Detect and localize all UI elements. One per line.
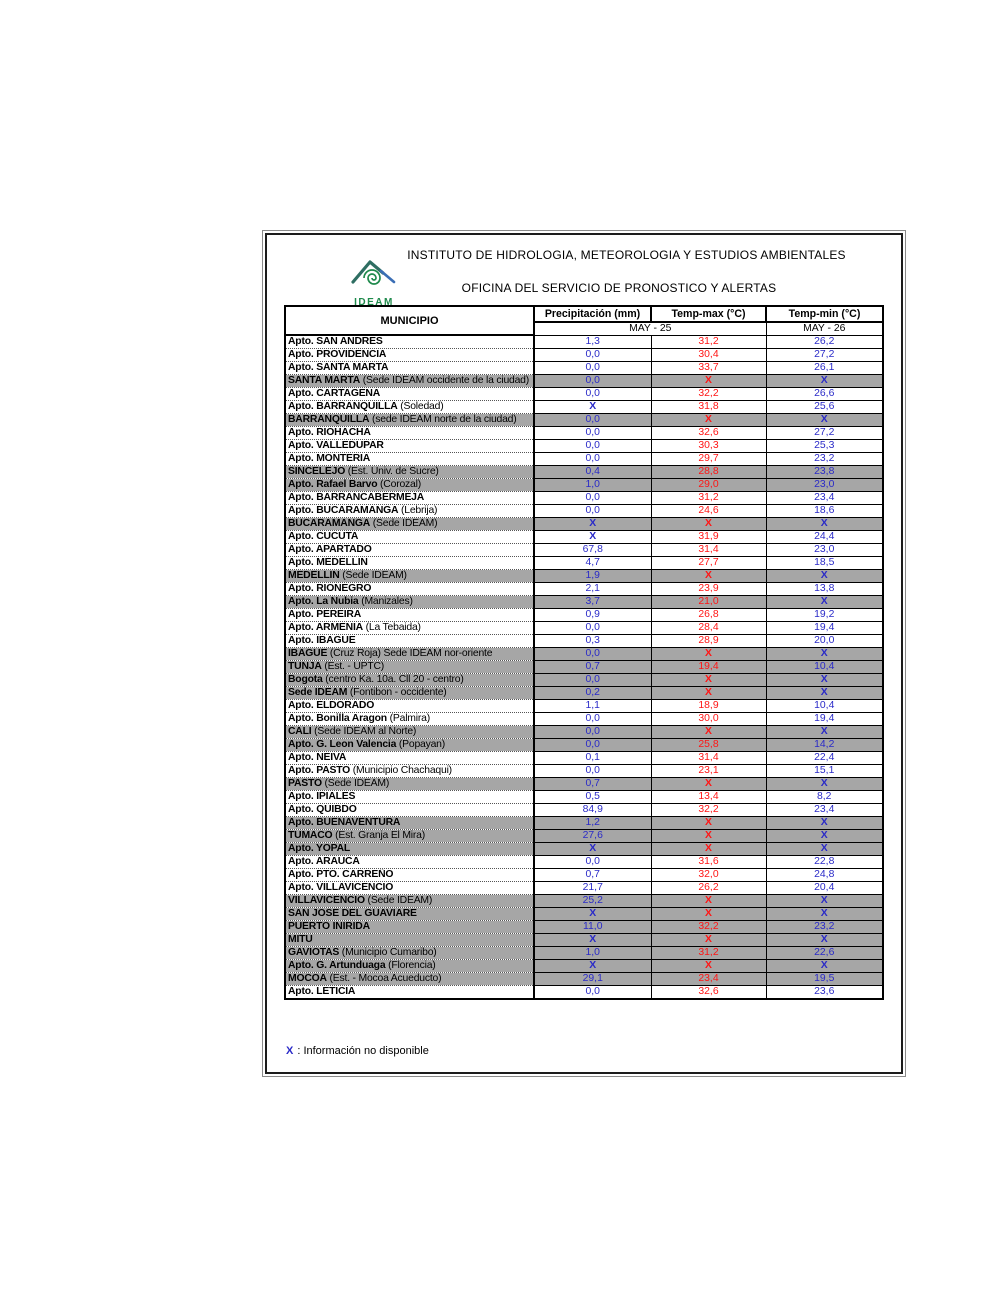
temp-max-cell: 32,2 (651, 921, 766, 934)
temp-min-cell: X (766, 375, 883, 388)
temp-max-cell: 31,9 (651, 531, 766, 544)
temp-min-cell: X (766, 960, 883, 973)
municipality-cell: Apto. VALLEDUPAR (285, 440, 534, 453)
precipitation-cell: 0,0 (534, 453, 651, 466)
municipality-cell: Sede IDEAM (Fontibon - occidente) (285, 687, 534, 700)
temp-min-cell: 24,4 (766, 531, 883, 544)
table-row (285, 687, 883, 700)
temp-min-cell: 19,4 (766, 713, 883, 726)
precipitation-cell: 2,1 (534, 583, 651, 596)
municipality-cell: TUMACO (Est. Granja El Mira) (285, 830, 534, 843)
temp-min-cell: X (766, 570, 883, 583)
temp-min-cell: 25,3 (766, 440, 883, 453)
temp-min-cell: 24,8 (766, 869, 883, 882)
temp-max-cell: 21,0 (651, 596, 766, 609)
precipitation-cell: 27,6 (534, 830, 651, 843)
temp-max-cell: 27,7 (651, 557, 766, 570)
precipitation-cell: 0,0 (534, 986, 651, 1000)
municipality-cell: Apto. G. Leon Valencia (Popayan) (285, 739, 534, 752)
temp-max-cell: X (651, 895, 766, 908)
temp-max-cell: X (651, 960, 766, 973)
municipality-cell: Apto. RIOHACHA (285, 427, 534, 440)
temp-min-cell: 22,6 (766, 947, 883, 960)
temp-max-cell: 26,2 (651, 882, 766, 895)
municipality-cell: Apto. BARRANCABERMEJA (285, 492, 534, 505)
temp-min-cell: X (766, 843, 883, 856)
temp-max-cell: X (651, 830, 766, 843)
table-row (285, 583, 883, 596)
precipitation-cell: 0,2 (534, 687, 651, 700)
table-row (285, 921, 883, 934)
temp-max-cell: X (651, 817, 766, 830)
temp-max-cell: X (651, 726, 766, 739)
temp-min-cell: 27,2 (766, 427, 883, 440)
temp-min-cell: 19,4 (766, 622, 883, 635)
municipality-cell: Apto. LETICIA (285, 986, 534, 1000)
municipality-cell: Apto. SANTA MARTA (285, 362, 534, 375)
precipitation-cell: 0,0 (534, 388, 651, 401)
temp-min-cell: X (766, 934, 883, 947)
precipitation-cell: 0,0 (534, 674, 651, 687)
precipitation-cell: 1,1 (534, 700, 651, 713)
municipality-cell: Apto. CUCUTA (285, 531, 534, 544)
table-row (285, 635, 883, 648)
table-row (285, 596, 883, 609)
precipitation-cell: X (534, 518, 651, 531)
temp-min-cell: 27,2 (766, 349, 883, 362)
temp-max-cell: 30,4 (651, 349, 766, 362)
temp-min-cell: 26,6 (766, 388, 883, 401)
municipality-cell: VILLAVICENCIO (Sede IDEAM) (285, 895, 534, 908)
municipality-cell: PASTO (Sede IDEAM) (285, 778, 534, 791)
municipality-cell: BUCARAMANGA (Sede IDEAM) (285, 518, 534, 531)
table-row (285, 908, 883, 921)
precipitation-cell: 4,7 (534, 557, 651, 570)
table-row (285, 869, 883, 882)
municipality-cell: Apto. Bonilla Aragon (Palmira) (285, 713, 534, 726)
table-row (285, 505, 883, 518)
precipitation-cell: 11,0 (534, 921, 651, 934)
municipality-cell: Apto. PROVIDENCIA (285, 349, 534, 362)
municipality-cell: SINCELEJO (Est. Univ. de Sucre) (285, 466, 534, 479)
table-row (285, 726, 883, 739)
temp-max-cell: 24,6 (651, 505, 766, 518)
temp-min-cell: 19,2 (766, 609, 883, 622)
precipitation-cell: X (534, 843, 651, 856)
table-row (285, 479, 883, 492)
precipitation-cell: 0,0 (534, 622, 651, 635)
date-header-may-25: MAY - 25 (534, 322, 766, 335)
municipality-cell: Apto. MONTERIA (285, 453, 534, 466)
legend-text: : Información no disponible (297, 1045, 429, 1057)
table-row (285, 713, 883, 726)
table-row (285, 830, 883, 843)
temp-max-cell: 32,0 (651, 869, 766, 882)
weather-table (284, 305, 884, 1000)
temp-min-cell: X (766, 908, 883, 921)
temp-max-cell: 32,2 (651, 388, 766, 401)
table-row (285, 895, 883, 908)
municipality-cell: SANTA MARTA (Sede IDEAM occidente de la ciudad) (285, 375, 534, 388)
municipality-cell: IBAGUE (Cruz Roja) Sede IDEAM nor-oriente (285, 648, 534, 661)
temp-max-cell: 31,4 (651, 752, 766, 765)
column-header-temp-min: Temp-min (°C) (766, 306, 883, 322)
temp-max-cell: 25,8 (651, 739, 766, 752)
weather-table-body (285, 335, 883, 999)
temp-min-cell: X (766, 830, 883, 843)
temp-min-cell: 23,2 (766, 921, 883, 934)
temp-min-cell: X (766, 674, 883, 687)
table-row (285, 570, 883, 583)
temp-max-cell: X (651, 908, 766, 921)
temp-max-cell: 31,4 (651, 544, 766, 557)
municipality-cell: Apto. PASTO (Municipio Chachaqui) (285, 765, 534, 778)
temp-min-cell: 22,8 (766, 856, 883, 869)
municipality-cell: Apto. IBAGUE (285, 635, 534, 648)
precipitation-cell: 0,0 (534, 440, 651, 453)
municipality-cell: Bogota (centro Ka. 10a. Cll 20 - centro) (285, 674, 534, 687)
temp-max-cell: X (651, 687, 766, 700)
temp-max-cell: 32,6 (651, 986, 766, 1000)
temp-max-cell: 28,8 (651, 466, 766, 479)
table-row (285, 427, 883, 440)
temp-min-cell: 23,0 (766, 479, 883, 492)
temp-min-cell: X (766, 778, 883, 791)
precipitation-cell: X (534, 934, 651, 947)
temp-min-cell: 26,1 (766, 362, 883, 375)
temp-min-cell: 25,6 (766, 401, 883, 414)
temp-max-cell: 23,9 (651, 583, 766, 596)
temp-min-cell: X (766, 895, 883, 908)
temp-min-cell: X (766, 687, 883, 700)
table-row (285, 518, 883, 531)
table-row (285, 349, 883, 362)
temp-min-cell: 19,5 (766, 973, 883, 986)
municipality-cell: Apto. BUCARAMANGA (Lebrija) (285, 505, 534, 518)
municipality-cell: Apto. BUENAVENTURA (285, 817, 534, 830)
document-frame (265, 233, 903, 1074)
precipitation-cell: 21,7 (534, 882, 651, 895)
municipality-cell: Apto. APARTADO (285, 544, 534, 557)
municipality-cell: PUERTO INIRIDA (285, 921, 534, 934)
temp-min-cell: 10,4 (766, 661, 883, 674)
temp-max-cell: 31,2 (651, 335, 766, 349)
temp-min-cell: 23,8 (766, 466, 883, 479)
temp-min-cell: 18,5 (766, 557, 883, 570)
precipitation-cell: 1,9 (534, 570, 651, 583)
table-row (285, 531, 883, 544)
municipality-cell: Apto. G. Artunduaga (Florencia) (285, 960, 534, 973)
precipitation-cell: 25,2 (534, 895, 651, 908)
precipitation-cell: 3,7 (534, 596, 651, 609)
table-row (285, 817, 883, 830)
precipitation-cell: X (534, 908, 651, 921)
temp-min-cell: X (766, 518, 883, 531)
precipitation-cell: 0,0 (534, 427, 651, 440)
temp-max-cell: 29,7 (651, 453, 766, 466)
temp-max-cell: 32,6 (651, 427, 766, 440)
temp-min-cell: X (766, 648, 883, 661)
temp-max-cell: 23,1 (651, 765, 766, 778)
precipitation-cell: 84,9 (534, 804, 651, 817)
precipitation-cell: 1,2 (534, 817, 651, 830)
temp-max-cell: X (651, 934, 766, 947)
temp-min-cell: X (766, 414, 883, 427)
precipitation-cell: 0,7 (534, 869, 651, 882)
table-row (285, 362, 883, 375)
municipality-cell: Apto. PEREIRA (285, 609, 534, 622)
precipitation-cell: X (534, 401, 651, 414)
municipality-cell: CALI (Sede IDEAM al Norte) (285, 726, 534, 739)
precipitation-cell: 0,0 (534, 856, 651, 869)
temp-min-cell: X (766, 596, 883, 609)
table-row (285, 557, 883, 570)
temp-min-cell: 13,8 (766, 583, 883, 596)
table-header-row (285, 306, 883, 322)
temp-min-cell: 14,2 (766, 739, 883, 752)
temp-max-cell: X (651, 518, 766, 531)
municipality-cell: SAN JOSE DEL GUAVIARE (285, 908, 534, 921)
table-row (285, 375, 883, 388)
table-row (285, 947, 883, 960)
temp-min-cell: X (766, 726, 883, 739)
precipitation-cell: 0,0 (534, 505, 651, 518)
temp-max-cell: 31,6 (651, 856, 766, 869)
table-row (285, 765, 883, 778)
table-row (285, 973, 883, 986)
table-row (285, 335, 883, 349)
precipitation-cell: 0,5 (534, 791, 651, 804)
temp-min-cell: 15,1 (766, 765, 883, 778)
precipitation-cell: 1,0 (534, 947, 651, 960)
municipality-cell: Apto. ELDORADO (285, 700, 534, 713)
municipality-cell: Apto. RIONEGRO (285, 583, 534, 596)
precipitation-cell: X (534, 960, 651, 973)
municipality-cell: Apto. IPIALES (285, 791, 534, 804)
temp-min-cell: 10,4 (766, 700, 883, 713)
table-row (285, 453, 883, 466)
precipitation-cell: X (534, 531, 651, 544)
precipitation-cell: 0,0 (534, 648, 651, 661)
municipality-cell: Apto. PTO. CARREÑO (285, 869, 534, 882)
table-row (285, 934, 883, 947)
precipitation-cell: 1,3 (534, 335, 651, 349)
temp-max-cell: 31,2 (651, 492, 766, 505)
table-row (285, 960, 883, 973)
temp-max-cell: 28,4 (651, 622, 766, 635)
column-header-precipitacion: Precipitación (mm) (534, 306, 651, 322)
precipitation-cell: 0,0 (534, 349, 651, 362)
temp-max-cell: 32,2 (651, 804, 766, 817)
temp-min-cell: X (766, 817, 883, 830)
temp-min-cell: 23,4 (766, 492, 883, 505)
precipitation-cell: 0,0 (534, 414, 651, 427)
precipitation-cell: 67,8 (534, 544, 651, 557)
temp-max-cell: 13,4 (651, 791, 766, 804)
temp-max-cell: X (651, 778, 766, 791)
table-row (285, 648, 883, 661)
temp-max-cell: 26,8 (651, 609, 766, 622)
table-row (285, 674, 883, 687)
column-header-municipio: MUNICIPIO (285, 306, 534, 335)
municipality-cell: MOCOA (Est. - Mocoa Acueducto) (285, 973, 534, 986)
municipality-cell: Apto. CARTAGENA (285, 388, 534, 401)
municipality-cell: Apto. ARMENIA (La Tebaida) (285, 622, 534, 635)
municipality-cell: MITU (285, 934, 534, 947)
document-title: INSTITUTO DE HIDROLOGIA, METEOROLOGIA Y ESTUDIOS AMBIENTALES (407, 248, 846, 262)
temp-min-cell: 23,6 (766, 986, 883, 1000)
temp-min-cell: 23,4 (766, 804, 883, 817)
temp-max-cell: X (651, 375, 766, 388)
temp-max-cell: 30,3 (651, 440, 766, 453)
table-row (285, 609, 883, 622)
table-row (285, 986, 883, 1000)
precipitation-cell: 29,1 (534, 973, 651, 986)
temp-max-cell: 23,4 (651, 973, 766, 986)
table-row (285, 466, 883, 479)
precipitation-cell: 0,0 (534, 375, 651, 388)
table-row (285, 661, 883, 674)
temp-max-cell: 30,0 (651, 713, 766, 726)
precipitation-cell: 0,4 (534, 466, 651, 479)
temp-max-cell: 29,0 (651, 479, 766, 492)
table-row (285, 791, 883, 804)
table-row (285, 401, 883, 414)
municipality-cell: Apto. BARRANQUILLA (Soledad) (285, 401, 534, 414)
temp-min-cell: 23,0 (766, 544, 883, 557)
municipality-cell: Apto. La Nubia (Manizales) (285, 596, 534, 609)
legend-x-symbol: X (286, 1045, 294, 1057)
municipality-cell: Apto. SAN ANDRES (285, 335, 534, 349)
municipality-cell: Apto. Rafael Barvo (Corozal) (285, 479, 534, 492)
temp-min-cell: 18,6 (766, 505, 883, 518)
temp-max-cell: X (651, 648, 766, 661)
temp-min-cell: 23,2 (766, 453, 883, 466)
temp-max-cell: 33,7 (651, 362, 766, 375)
municipality-cell: GAVIOTAS (Municipio Cumaribo) (285, 947, 534, 960)
table-row (285, 804, 883, 817)
table-row (285, 739, 883, 752)
temp-max-cell: 31,2 (651, 947, 766, 960)
ideam-logo-icon (351, 257, 397, 293)
precipitation-cell: 0,7 (534, 661, 651, 674)
ideam-logo (350, 257, 398, 308)
precipitation-cell: 0,0 (534, 713, 651, 726)
precipitation-cell: 0,3 (534, 635, 651, 648)
precipitation-cell: 0,7 (534, 778, 651, 791)
temp-max-cell: 31,8 (651, 401, 766, 414)
precipitation-cell: 0,0 (534, 726, 651, 739)
precipitation-cell: 0,0 (534, 739, 651, 752)
temp-min-cell: 20,0 (766, 635, 883, 648)
precipitation-cell: 0,0 (534, 765, 651, 778)
municipality-cell: Apto. ARAUCA (285, 856, 534, 869)
temp-max-cell: X (651, 674, 766, 687)
municipality-cell: Apto. QUIBDO (285, 804, 534, 817)
temp-max-cell: X (651, 414, 766, 427)
table-row (285, 752, 883, 765)
municipality-cell: Apto. VILLAVICENCIO (285, 882, 534, 895)
temp-max-cell: 19,4 (651, 661, 766, 674)
table-row (285, 492, 883, 505)
temp-min-cell: 20,4 (766, 882, 883, 895)
temp-max-cell: X (651, 843, 766, 856)
municipality-cell: MEDELLIN (Sede IDEAM) (285, 570, 534, 583)
table-row (285, 700, 883, 713)
table-row (285, 544, 883, 557)
temp-max-cell: 18,9 (651, 700, 766, 713)
table-row (285, 440, 883, 453)
ideam-logo-text: IDEAM (354, 297, 394, 308)
municipality-cell: BARRANQUILLA (sede IDEAM norte de la ciudad) (285, 414, 534, 427)
municipality-cell: Apto. YOPAL (285, 843, 534, 856)
temp-min-cell: 26,2 (766, 335, 883, 349)
table-row (285, 843, 883, 856)
precipitation-cell: 1,0 (534, 479, 651, 492)
table-row (285, 622, 883, 635)
temp-min-cell: 22,4 (766, 752, 883, 765)
precipitation-cell: 0,1 (534, 752, 651, 765)
table-row (285, 414, 883, 427)
table-row (285, 856, 883, 869)
document-subtitle: OFICINA DEL SERVICIO DE PRONOSTICO Y ALERTAS (461, 281, 777, 295)
precipitation-cell: 0,9 (534, 609, 651, 622)
table-row (285, 388, 883, 401)
precipitation-cell: 0,0 (534, 362, 651, 375)
temp-min-cell: 8,2 (766, 791, 883, 804)
temp-max-cell: X (651, 570, 766, 583)
municipality-cell: Apto. MEDELLIN (285, 557, 534, 570)
legend-note (286, 1045, 429, 1057)
precipitation-cell: 0,0 (534, 492, 651, 505)
municipality-cell: TUNJA (Est. - UPTC) (285, 661, 534, 674)
table-row (285, 882, 883, 895)
municipality-cell: Apto. NEIVA (285, 752, 534, 765)
column-header-temp-max: Temp-max (°C) (651, 306, 766, 322)
temp-max-cell: 28,9 (651, 635, 766, 648)
table-row (285, 778, 883, 791)
date-header-may-26: MAY - 26 (766, 322, 883, 335)
